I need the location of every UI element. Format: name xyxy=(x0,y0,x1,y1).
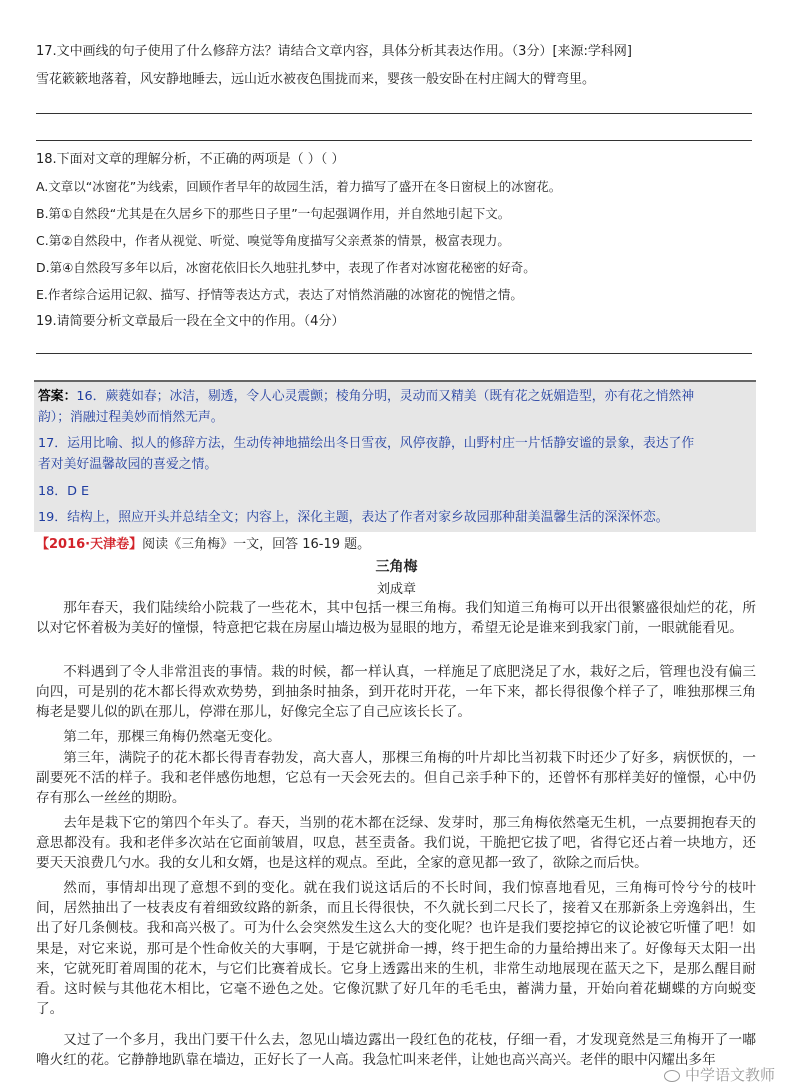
question-17: 17.文中画线的句子使用了什么修辞方法？请结合文章内容，具体分析其表达作用。（3分）[来源:学科网] xyxy=(36,44,632,59)
option-c: C.第②自然段中，作者从视觉、听觉、嗅觉等角度描写父亲煮茶的情景，极富表现力。 xyxy=(36,233,510,248)
paragraph: 那年春天，我们陆续给小院栽了一些花木，其中包括一棵三角梅。我们知道三角梅可以开出很繁盛很灿烂的花，所以对它怀着极为美好的憧憬，特意把它栽在房屋山墙边极为显眼的地方，希望无论是谁来到我家门前，一眼就能看见。 xyxy=(36,600,756,637)
answer-16-line-2: 韵）；消融过程美妙而悄然无声。 xyxy=(38,410,224,425)
source-tag: 【2016·天津卷】 xyxy=(36,537,143,552)
source-instruction: 阅读《三角梅》一文，回答 16-19 题。 xyxy=(142,537,371,552)
answer-line xyxy=(36,140,752,141)
answer-18: 18．D E xyxy=(38,484,90,499)
option-e: E.作者综合运用记叙、描写、抒情等表达方式，表达了对悄然消融的冰窗花的惋惜之情。 xyxy=(36,287,523,302)
option-b: B.第①自然段“尤其是在久居乡下的那些日子里”一句起强调作用，并自然地引起下文。 xyxy=(36,206,511,221)
answer-line xyxy=(36,113,752,114)
answer-line xyxy=(36,353,752,354)
answer-17-line-1: 17．运用比喻、拟人的修辞方法，生动传神地描绘出冬日雪夜，风停夜静，山野村庄一片恬静安谧的景象，表达了作 xyxy=(38,436,695,451)
answer-label: 答案： xyxy=(38,389,77,404)
question-17-sentence: 雪花簌簌地落着，风安静地睡去，远山近水被夜色围拢而来，婴孩一般安卧在村庄阔大的臂弯里。 xyxy=(36,72,596,87)
paragraph: 去年是栽下它的第四个年头了。春天，当别的花木都在泛绿、发芽时，那三角梅依然毫无生机，一点要拥抱春天的意思都没有。我和老伴多次站在它面前皱眉，叹息，甚至责备。我们说，干脆把它拔了吧，省得它还占着一块地方，还要天天浪费几勺水。我的女儿和女婿，也是这样的观点。至此，全家的意见都一致了，欲除之而后快。 xyxy=(36,815,756,872)
paragraph: 不料遇到了令人非常沮丧的事情。栽的时候，都一样认真，一样施足了底肥浇足了水，栽好之后，管理也没有偏三向四，可是别的花木都长得欢欢势势，到抽条时抽条，到开花时开花，一年下来，都长得很像个样子了，唯独那棵三角梅老是婴儿似的趴在那儿，停滞在那儿，好像完全忘了自己应该长长了。 xyxy=(36,664,756,721)
answer-key xyxy=(34,380,756,532)
paragraph: 第二年，那棵三角梅仍然毫无变化。 xyxy=(63,729,281,745)
reading-source xyxy=(36,536,370,554)
question-18: 18.下面对文章的理解分析，不正确的两项是（ ）（ ） xyxy=(36,152,345,167)
question-19: 19.请简要分析文章最后一段在全文中的作用。（4分） xyxy=(36,314,345,329)
answer-16-line-1: 答案：16．蕨蕤如春；冰洁，剔透，令人心灵震颤；棱角分明，灵动而又精美（既有花之妩媚造型，亦有花之悄然神 xyxy=(38,389,695,404)
watermark: 中学语文教师 xyxy=(664,1064,775,1085)
option-d: D.第④自然段写多年以后，冰窗花依旧长久地驻扎梦中，表现了作者对冰窗花秘密的好奇。 xyxy=(36,260,536,275)
article-title: 三角梅 xyxy=(375,559,418,575)
wechat-icon xyxy=(664,1070,680,1082)
answer-17-line-2: 者对美好温馨故园的喜爱之情。 xyxy=(38,457,218,472)
paragraph: 第三年，满院子的花木都长得青春勃发，高大喜人，那棵三角梅的叶片却比当初栽下时还少了好多，病恹恹的，一副要死不活的样子。我和老伴感伤地想，它总有一天会死去的。但自己亲手种下的，还曾怀有那样美好的憧憬，心中仍存有那么一丝丝的期盼。 xyxy=(36,750,756,807)
option-a: A.文章以“冰窗花”为线索，回顾作者早年的故园生活，着力描写了盛开在冬日窗棂上的冰窗花。 xyxy=(36,179,562,194)
answer-19: 19．结构上，照应开头并总结全文；内容上，深化主题，表达了作者对家乡故园那种甜美温馨生活的深深怀恋。 xyxy=(38,510,669,525)
article-author: 刘成章 xyxy=(376,582,416,597)
paragraph: 然而，事情却出现了意想不到的变化。就在我们说这话后的不长时间，我们惊喜地看见，三角梅可怜兮兮的枝叶间，居然抽出了一枝表皮有着细致纹路的新条，而且长得很快，不久就长到二尺长了，接着又在那新条上旁逸斜出，生出了好几条侧枝。我和高兴极了。可为什么会突然发生这么大的变化呢？也许是我们要挖掉它的议论被它听懂了吧！如果是，对它来说，那可是个性命攸关的大事啊，于是它就拼命一搏，终于把生命的力量给搏出来了。好像每天太阳一出来，它就死盯着周围的花木，与它们比赛着成长。它身上透露出来的生机，非常生动地展现在蓝天之下，是那么醒目耐看。这时候与其他花木相比，它毫不逊色之处。它像沉默了好几年的毛毛虫，蓄满力量，开始向着花蝴蝶的方向蜕变了。 xyxy=(36,880,756,1018)
paragraph: 又过了一个多月，我出门要干什么去，忽见山墙边露出一段红色的花枝，仔细一看，才发现竟然是三角梅开了一嘟噜火红的花。它静静地趴靠在墙边，正好长了一人高。我急忙叫来老伴，让她也高兴高兴。老伴的眼中闪耀出多年 xyxy=(36,1032,756,1069)
